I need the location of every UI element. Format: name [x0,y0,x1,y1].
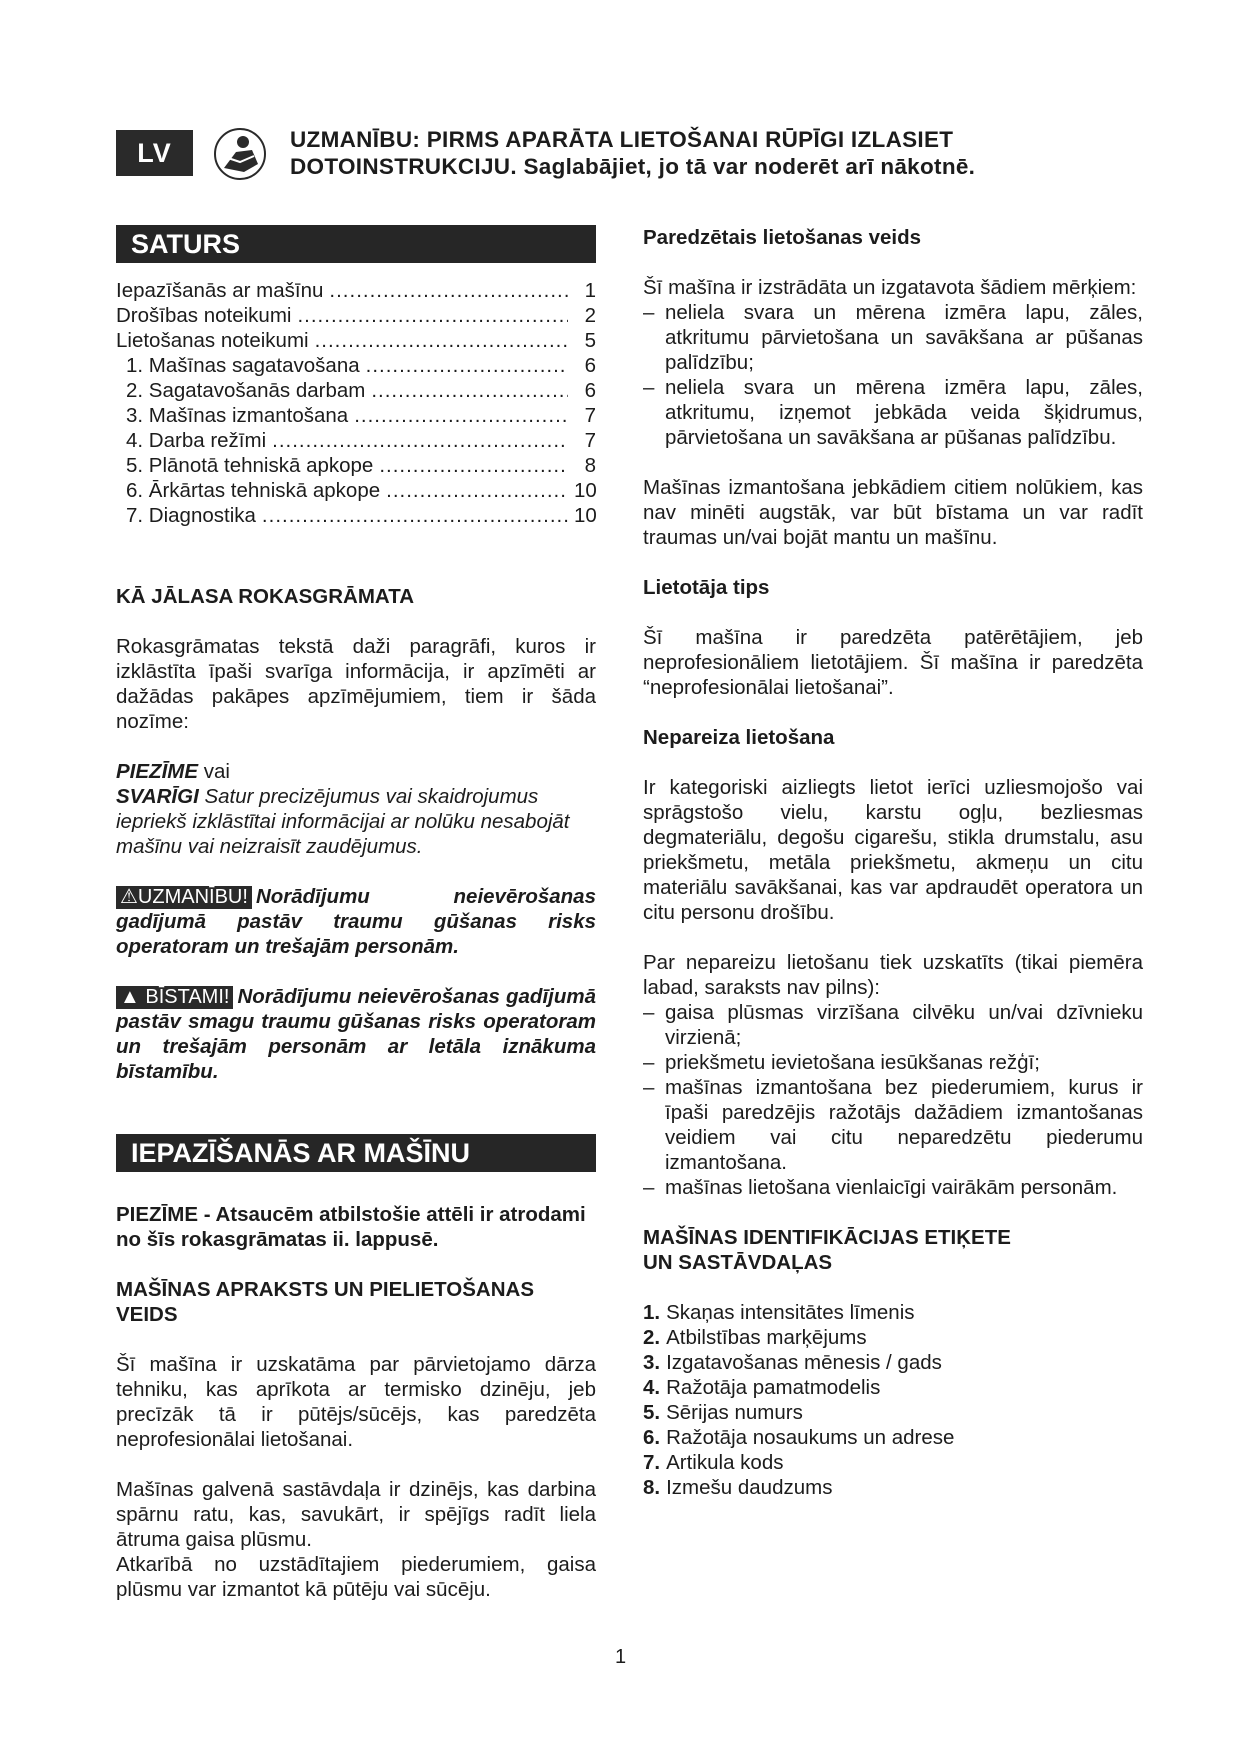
list-item: – neliela svara un mērena izmēra lapu, zāles, atkritumu, izņemot jebkāda veida šķidrumus, pārvietošana un savākšana ar pūšanas palīdzību. [643,375,1143,450]
toc-row [116,378,596,403]
intro-note: PIEZĪME - Atsaucēm atbilstošie attēli ir atrodami no šīs rokasgrāmatas ii. lappusē. [116,1203,586,1251]
how-to-read-heading: KĀ JĀLASA ROKASGRĀMATA [116,585,415,608]
list-item: 3. Izgatavošanas mēnesis / gads [643,1351,942,1374]
toc-page: 2 [584,304,596,327]
list-item: 1. Skaņas intensitātes līmenis [643,1301,915,1324]
id-label-list [643,1300,1143,1500]
description-heading: MAŠĪNAS APRAKSTS UN PIELIETOŠANAS VEIDS [116,1278,535,1326]
toc-label: 6. Ārkārtas tehniskā apkope [126,479,381,502]
list-item: 2. Atbilstības marķējums [643,1326,867,1349]
list-item: – mašīnas lietošana vienlaicīgi vairākām personām. [643,1175,1143,1200]
list-item: – mašīnas izmantošana bez piederumiem, kurus ir īpaši paredzējis ražotājs dažādiem izmantošanas veidiem vai citu neparedzētu piederumu izmantošana. [643,1075,1143,1175]
warning-line-1: UZMANĪBU: PIRMS APARĀTA LIETOŠANAI RŪPĪGI IZLASIET [290,127,954,152]
toc-label: 3. Mašīnas izmantošana [126,404,349,427]
important-text: Satur precizējumus vai skaidrojumus iepriekš izklāstītai informācijai ar nolūku nesabojāt mašīnu vai neizraisīt zaudējumus. [116,785,570,858]
toc-row [116,403,596,428]
note-label: PIEZĪME [116,760,199,783]
toc-page: 7 [584,404,596,427]
toc-page: 8 [584,454,596,477]
list-item: 7. Artikula kods [643,1451,784,1474]
list-item: 4. Ražotāja pamatmodelis [643,1376,881,1399]
reader-icon [214,128,266,180]
intended-use-list [643,300,1143,450]
intended-use-warning: Mašīnas izmantošana jebkādiem citiem nolūkiem, kas nav minēti augstāk, var būt bīstama un var radīt traumas un/vai bojāt mantu un mašīnu. [643,476,1143,549]
misuse-paragraph-2: Par nepareizu lietošanu tiek uzskatīts (tikai piemēra labad, saraksts nav pilns): [643,951,1143,999]
list-item: – gaisa plūsmas virzīšana cilvēku un/vai dzīvnieku virzienā; [643,1000,1143,1050]
caution-text: Norādījumu neievērošanas gadījumā pastāv traumu gūšanas risks operatoram un trešajām personām. [116,885,596,958]
misuse-list [643,1000,1143,1200]
toc-row [116,303,596,328]
description-paragraph-1: Šī mašīna ir uzskatāma par pārvietojamo dārza tehniku, kas aprīkota ar termisko dzinēju, jeb precīzāk tā ir pūtējs/sūcējs, kas paredzēta neprofesionālai lietošanai. [116,1353,596,1451]
toc-row [116,278,596,303]
danger-paragraph [116,984,596,1084]
toc-row [116,478,596,503]
contents-title: SATURS [116,225,596,263]
toc-page: 6 [584,379,596,402]
caution-badge: ⚠UZMANĪBU! [116,886,252,909]
warning-header [290,126,1090,180]
id-label-heading-line-2: UN SASTĀVDAĻAS [643,1251,833,1274]
note-line [116,759,596,784]
danger-text: Norādījumu neievērošanas gadījumā pastāv smagu traumu gūšanas risks operatoram un trešajām personām ar letāla iznākuma bīstamību. [116,985,596,1083]
intended-use-intro: Šī mašīna ir izstrādāta un izgatavota šādiem mērķiem: [643,276,1137,299]
right-column [643,225,1143,1500]
misuse-paragraph-1: Ir kategoriski aizliegts lietot ierīci uzliesmojošo vai sprāgstošo vielu, karstu ogļu, bezliesmas degmateriālu, degošu cigarešu, stikla drumstalu, asu priekšmetu, metāla priekšmetu, akmeņu un citu materiālu savākšanai, kas var apdraudēt operatora un citu personu drošību. [643,776,1143,924]
list-item: – priekšmetu ievietošana iesūkšanas režģī; [643,1050,1143,1075]
toc-label: 7. Diagnostika [126,504,256,527]
caution-paragraph [116,884,596,959]
id-label-heading [643,1225,1143,1275]
intended-use-heading: Paredzētais lietošanas veids [643,226,922,249]
toc-page: 10 [574,479,597,502]
left-column [116,225,596,1602]
misuse-heading: Nepareiza lietošana [643,726,835,749]
note-or: vai [203,760,230,783]
important-label: SVARĪGI [116,785,199,808]
toc-row [116,428,596,453]
toc-page: 5 [584,329,596,352]
description-paragraph-2: Mašīnas galvenā sastāvdaļa ir dzinējs, kas darbina spārnu ratu, kas, savukārt, ir spējīgs radīt liela ātruma gaisa plūsmu. [116,1478,596,1551]
list-item: 8. Izmešu daudzums [643,1476,833,1499]
list-item: 6. Ražotāja nosaukums un adrese [643,1426,955,1449]
user-type-text: Šī mašīna ir paredzēta patērētājiem, jeb neprofesionāliem lietotājiem. Šī mašīna ir paredzēta “neprofesionālai lietošanai”. [643,626,1143,699]
toc-label: Iepazīšanās ar mašīnu [116,279,324,302]
important-paragraph [116,784,596,859]
toc-row [116,353,596,378]
toc-page: 7 [584,429,596,452]
language-badge: LV [116,130,193,176]
page-number: 1 [614,1646,627,1668]
toc-label: 4. Darba režīmi [126,429,267,452]
toc-label: 5. Plānotā tehniskā apkope [126,454,374,477]
toc-page: 6 [584,354,596,377]
toc-row [116,503,596,528]
toc-label: 1. Mašīnas sagatavošana [126,354,360,377]
toc-page: 1 [584,279,596,302]
toc-row [116,453,596,478]
how-to-read-intro: Rokasgrāmatas tekstā daži paragrāfi, kuros ir izklāstīta īpaši svarīga informācija, ir apzīmēti ar dažādas pakāpes apzīmējumiem, tiem ir šāda nozīme: [116,635,596,733]
intro-section-title: IEPAZĪŠANĀS AR MAŠĪNU [116,1134,596,1172]
toc-page: 10 [574,504,597,527]
danger-badge: ▲ BĪSTAMI! [116,986,233,1009]
list-item: 5. Sērijas numurs [643,1401,803,1424]
toc-label: 2. Sagatavošanās darbam [126,379,366,402]
toc-row [116,328,596,353]
toc-label: Drošības noteikumi [116,304,292,327]
list-item: – neliela svara un mērena izmēra lapu, zāles, atkritumu pārvietošana un savākšana ar pūšanas palīdzību; [643,300,1143,375]
id-label-heading-line-1: MAŠĪNAS IDENTIFIKĀCIJAS ETIĶETE [643,1226,1011,1249]
description-paragraph-3: Atkarībā no uzstādītajiem piederumiem, gaisa plūsmu var izmantot kā pūtēju vai sūcēju. [116,1553,596,1601]
table-of-contents [116,278,596,528]
toc-label: Lietošanas noteikumi [116,329,309,352]
user-type-heading: Lietotāja tips [643,576,770,599]
warning-line-2: DOTOINSTRUKCIJU. Saglabājiet, jo tā var noderēt arī nākotnē. [290,154,976,179]
